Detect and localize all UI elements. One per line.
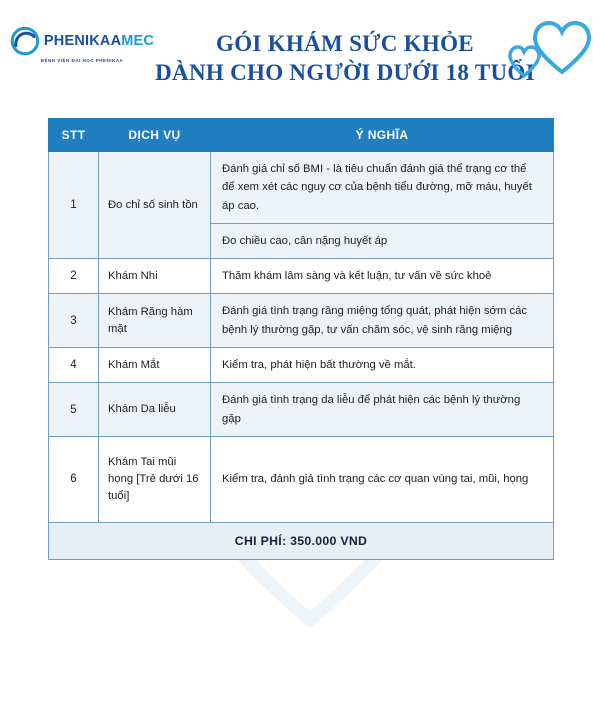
cell-meaning: Đánh giá tình trạng da liễu để phát hiện các bệnh lý thường gặp: [211, 383, 554, 437]
phenikaa-circle-logo-icon: [10, 26, 40, 56]
cell-service: Khám Da liễu: [99, 383, 211, 437]
cell-stt: 6: [49, 436, 99, 522]
cell-stt: 1: [49, 152, 99, 259]
cell-stt: 3: [49, 294, 99, 348]
cell-service: Đo chỉ số sinh tồn: [99, 152, 211, 259]
cell-service: Khám Mắt: [99, 348, 211, 383]
table-header-row: [49, 119, 554, 152]
services-table-wrap: [48, 118, 554, 560]
table-row: [49, 294, 554, 348]
cell-meaning: Kiểm tra, phát hiện bất thường về mắt.: [211, 348, 554, 383]
cell-meaning: Kiểm tra, đánh giá tình trạng các cơ quan vùng tai, mũi, họng: [211, 436, 554, 522]
table-row: [49, 259, 554, 294]
services-table: [48, 118, 554, 560]
col-header-stt: STT: [49, 119, 99, 152]
brand-tagline: BỆNH VIỆN ĐẠI HỌC PHENIKAA: [40, 58, 124, 63]
cell-meaning: Đánh giá chỉ số BMI - là tiêu chuẩn đánh giá thể trạng cơ thể để xem xét các nguy cơ của bệnh tiểu đường, mỡ máu, huyết áp cao.: [211, 152, 554, 224]
brand-name: PHENIKAAMEC: [43, 33, 155, 49]
cell-stt: 5: [49, 383, 99, 437]
table-row: [49, 348, 554, 383]
cell-stt: 2: [49, 259, 99, 294]
cell-meaning: Thăm khám lâm sàng và kết luận, tư vấn về sức khoẻ: [211, 259, 554, 294]
cell-stt: 4: [49, 348, 99, 383]
document-header: [0, 0, 602, 100]
col-header-service: DỊCH VỤ: [99, 119, 211, 152]
corner-heart-icons: [502, 14, 592, 84]
cell-service: Khám Tai mũi họng [Trẻ dưới 16 tuổi]: [99, 436, 211, 522]
cell-meaning: Đánh giá tình trạng răng miệng tổng quát, phát hiện sớm các bệnh lý thường gặp, tư vấn chăm sóc, vệ sinh răng miệng: [211, 294, 554, 348]
table-row: [49, 436, 554, 522]
col-header-meaning: Ý NGHĨA: [211, 119, 554, 152]
title-line-2: DÀNH CHO NGƯỜI DƯỚI 18 TUỔI: [155, 59, 535, 85]
cell-meaning: Đo chiều cao, cân nặng huyết áp: [211, 223, 554, 258]
cost-row: [49, 522, 554, 559]
table-row: [49, 152, 554, 224]
brand-logo: [18, 14, 155, 63]
cell-service: Khám Răng hàm mặt: [99, 294, 211, 348]
title-line-1: GÓI KHÁM SỨC KHỎE: [216, 31, 474, 56]
cell-service: Khám Nhi: [99, 259, 211, 294]
cost-label: CHI PHÍ: 350.000 VND: [49, 522, 554, 559]
table-row: [49, 383, 554, 437]
